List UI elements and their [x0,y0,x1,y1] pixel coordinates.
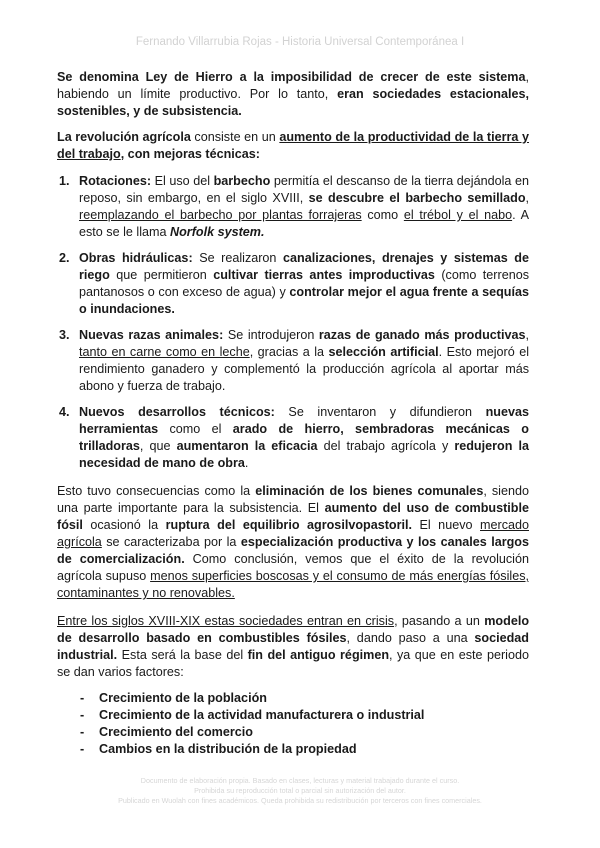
list-number: 2. [59,251,70,265]
list-item-rotaciones [57,173,529,241]
text: Como conclusión, vemos que el éxito de la revolución agrícola supuso [57,552,529,583]
list-item-obras-hidraulicas [57,250,529,318]
text-underline: mercado agrícola [57,518,529,549]
list-item [57,690,529,707]
text-bold: aumento del uso de combustible fósil [57,501,529,532]
text-bold: se descubre el barbecho semillado [308,191,526,205]
list-number: 1. [59,174,70,188]
text-bold: Se denomina Ley de Hierro a la imposibilidad de crecer de este sistema [57,70,526,84]
text-bold: , con mejoras técnicas: [120,147,260,161]
list-item-desarrollos-tecnicos [57,404,529,472]
document-body [57,69,529,758]
footer-line: Publicado en Wuolah con fines académicos. Queda prohibida su redistribución por terceros con fines comerciales. [118,796,482,805]
text-bold: Crecimiento de la actividad manufacturera o industrial [99,708,425,722]
text-bold: La revolución agrícola [57,130,191,144]
text-italic: Norfolk system. [170,225,265,239]
text-bold: cultivar tierras antes improductivas [213,268,435,282]
list-number: 3. [59,328,70,342]
text-bold: aumentaron la eficacia [176,439,318,453]
text-bold: canalizaciones, drenajes y sistemas de riego [79,251,530,282]
text-bold: barbecho [213,174,271,188]
text-bold: especialización productiva y los canales largos de comercialización. [57,535,529,566]
text-bold [170,225,264,239]
text: El uso del [151,174,214,188]
text-bold: redujeron la necesidad de mano de obra [79,439,529,470]
list-item [57,741,529,758]
list-number: 4. [59,405,70,419]
text: permitía el descanso de la tierra dejándola en reposo, sin embargo, en el siglo XVIII, [79,174,529,205]
improvements-list [57,173,529,472]
text-bold: Nuevas razas animales: [79,328,224,342]
text: . A esto se le llama [79,208,529,239]
text: (como terrenos pantanosos o con exceso de agua) y [79,268,530,299]
text: como el [158,422,233,436]
text-bold: Crecimiento del comercio [99,725,253,739]
text: . [244,456,249,470]
text: , [525,328,529,342]
dash-bullet: - [80,708,85,722]
text: El nuevo [412,518,480,532]
text: del trabajo agrícola y [317,439,455,453]
text-underline: reemplazando el barbecho por plantas forrajeras [79,208,362,222]
footer-line: Documento de elaboración propia. Basado en clases, lecturas y material trabajado durante el curso. [140,776,460,785]
text-bold: fin del antiguo régimen [247,648,390,662]
text: , [525,191,530,205]
text: Se inventaron y difundieron [274,405,486,419]
text-underline: el trébol y el nabo [403,208,513,222]
footer-line: Prohibida su reproducción total o parcial sin autorización del autor. [194,786,406,795]
paragraph-consecuencias [57,483,529,602]
list-item-nuevas-razas [57,327,529,395]
text: Se introdujeron [223,328,319,342]
text-bold: nuevas herramientas [79,405,529,436]
list-item [57,724,529,741]
text-bold: eliminación de los bienes comunales [255,484,484,498]
text: como [361,208,404,222]
text: Esto tuvo consecuencias como la [57,484,256,498]
text-bold: Nuevos desarrollos técnicos: [79,405,275,419]
list-item [57,707,529,724]
text: , que [139,439,177,453]
page-footer [0,776,600,806]
text-underline: menos superficies boscosas y el consumo de más energías fósiles, contaminantes y no renovables. [57,569,529,600]
text: Se realizaron [192,251,283,265]
text-bold: razas de ganado más productivas [318,328,526,342]
text-underline: tanto en carne como en leche [79,345,250,359]
text: ocasionó la [82,518,166,532]
text-bold: Obras hidráulicas: [79,251,193,265]
dash-bullet: - [80,742,85,756]
text-bold: eran sociedades estacionales, sostenibles, y de subsistencia. [57,87,529,118]
paragraph-ley-de-hierro [57,69,529,120]
dash-bullet: - [80,725,85,739]
text: que permitieron [109,268,214,282]
text-bold: Crecimiento de la población [99,691,267,705]
text: , ya que en este periodo se dan varios factores: [57,648,529,679]
text: Esta será la base del [117,648,248,662]
text-underline: aumento de la productividad de la tierra y del trabajo [57,130,529,161]
text: consiste en un [190,130,280,144]
text: , pasando a un [394,614,485,628]
text-bold: selección artificial [328,345,439,359]
paragraph-crisis [57,613,529,681]
paragraph-revolucion-agricola [57,129,529,163]
text-bold: ruptura del equilibrio agrosilvopastoril. [165,518,412,532]
text: , dando paso a una [346,631,475,645]
factors-list [57,690,529,758]
text-bold: arado de hierro, sembradoras mecánicas o trilladoras [79,422,529,453]
text: . Esto mejoró el rendimiento ganadero y complementó la producción agrícola al aportar más abono y fuerza de trabajo. [79,345,529,393]
page-header: Fernando Villarrubia Rojas - Historia Universal Contemporánea I [135,36,465,48]
dash-bullet: - [80,691,85,705]
text: , siendo una parte importante para la subsistencia. El [57,484,529,515]
text-bold: modelo de desarrollo basado en combustibles fósiles [57,614,530,645]
text-underline: Entre los siglos XVIII-XIX estas sociedades entran en crisis [57,614,395,628]
text: , habiendo un límite productivo. Por lo tanto, [57,70,529,101]
text-bold: Cambios en la distribución de la propiedad [99,742,357,756]
text-bold: sociedad industrial. [57,631,529,662]
text: se caracterizaba por la [101,535,241,549]
text-bold: Rotaciones: [79,174,152,188]
text-bold: controlar mejor el agua frente a sequías o inundaciones. [79,285,529,316]
text: , gracias a la [249,345,329,359]
